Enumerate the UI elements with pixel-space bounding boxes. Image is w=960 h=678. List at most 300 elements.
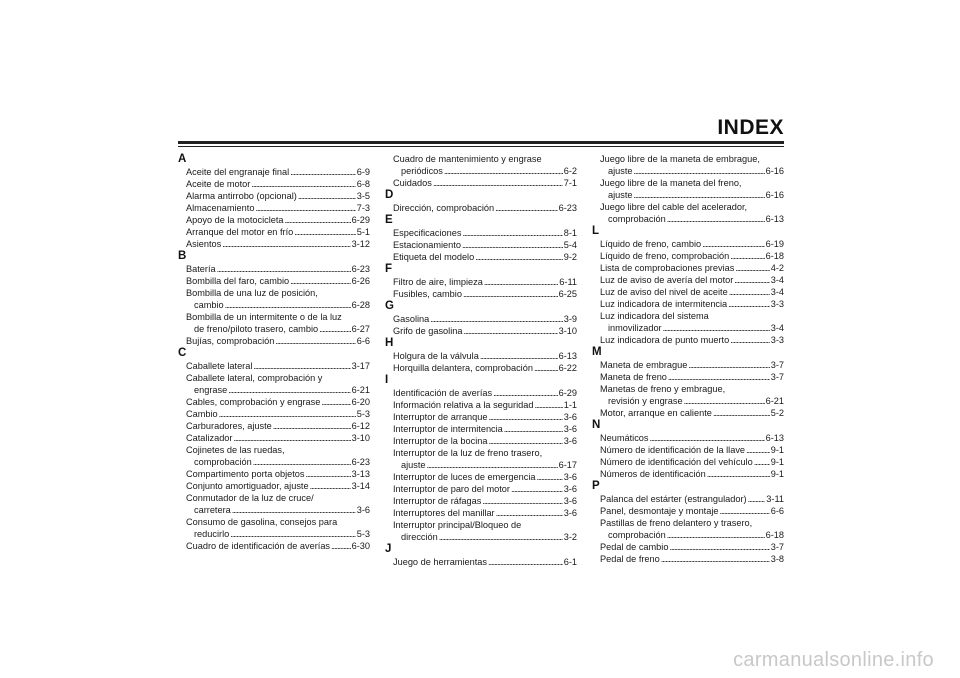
index-entry-line — [186, 263, 370, 275]
index-entry-text: Holgura de la válvula — [393, 351, 479, 361]
index-entry-text: Maneta de embrague — [600, 360, 688, 370]
index-entry-text: Identificación de averías — [393, 388, 493, 398]
index-entry — [600, 493, 784, 505]
index-entry — [393, 350, 577, 362]
index-page-number: 6-21 — [765, 396, 784, 406]
dot-leader — [668, 371, 770, 383]
index-entry — [600, 505, 784, 517]
index-page-number: 6-28 — [351, 300, 370, 310]
index-page-number: 6-6 — [770, 506, 784, 516]
dot-leader — [290, 275, 350, 287]
index-page-number: 3-10 — [558, 326, 577, 336]
index-entry-line — [186, 178, 370, 190]
page-title: INDEX — [717, 116, 784, 139]
index-entry-line — [186, 214, 370, 226]
index-page-number: 3-6 — [563, 472, 577, 482]
index-entry-line — [186, 311, 370, 323]
dot-leader — [439, 531, 563, 543]
index-page-number: 6-27 — [351, 324, 370, 334]
index-entry — [186, 166, 370, 178]
index-entry-text: Batería — [186, 264, 216, 274]
index-entry-line — [393, 202, 577, 214]
index-entry-line — [186, 323, 370, 335]
index-page-number: 3-2 — [563, 532, 577, 542]
dot-leader — [754, 456, 770, 468]
dot-leader — [489, 435, 563, 447]
dot-leader — [251, 178, 355, 190]
index-entry-text: Conmutador de la luz de cruce/ — [186, 493, 314, 503]
index-entry-text: Alarma antirrobo (opcional) — [186, 191, 297, 201]
index-column-1 — [178, 153, 370, 552]
index-page-number: 6-13 — [558, 351, 577, 361]
index-entry-line — [393, 471, 577, 483]
index-page-number: 6-13 — [765, 433, 784, 443]
index-entry-text: Bombilla de una luz de posición, — [186, 288, 318, 298]
index-entry-line — [186, 360, 370, 372]
index-entry — [600, 153, 784, 177]
index-page-number: 3-7 — [770, 360, 784, 370]
dot-leader — [253, 456, 351, 468]
index-page-number: 3-10 — [351, 433, 370, 443]
index-page-number: 3-8 — [770, 554, 784, 564]
index-entry-text: ajuste — [608, 190, 633, 200]
index-entry-line — [186, 190, 370, 202]
dot-leader — [217, 263, 351, 275]
index-entry-text: Número de identificación del vehículo — [600, 457, 753, 467]
dot-leader — [496, 507, 563, 519]
index-entry-line — [393, 556, 577, 568]
index-page-number: 3-3 — [770, 335, 784, 345]
index-entry — [186, 202, 370, 214]
index-entry-text: Información relativa a la seguridad — [393, 400, 534, 410]
index-entry — [393, 251, 577, 263]
index-letter-l: L — [592, 225, 600, 237]
dot-leader — [275, 335, 355, 347]
index-page-number: 9-2 — [563, 252, 577, 262]
index-entry-text: Caballete lateral — [186, 361, 253, 371]
index-page-number: 3-6 — [356, 505, 370, 515]
index-page-number: 9-1 — [770, 445, 784, 455]
index-entry-text: Cuadro de identificación de averías — [186, 541, 331, 551]
index-entry — [186, 190, 370, 202]
index-page-number: 3-14 — [351, 481, 370, 491]
index-entry-line — [600, 505, 784, 517]
index-entry — [186, 263, 370, 275]
index-entry — [186, 335, 370, 347]
index-entry — [393, 495, 577, 507]
index-entry-text: Filtro de aire, limpieza — [393, 277, 483, 287]
index-entry-text: Etiqueta del modelo — [393, 252, 475, 262]
index-entry — [600, 468, 784, 480]
index-entry-line — [600, 250, 784, 262]
index-letter-c: C — [178, 347, 187, 359]
index-entry-line — [600, 468, 784, 480]
dot-leader — [484, 276, 558, 288]
index-entry-line — [600, 407, 784, 419]
index-letter-e: E — [385, 214, 393, 226]
index-entry — [186, 311, 370, 335]
index-entry — [393, 483, 577, 495]
index-page-number: 6-17 — [558, 460, 577, 470]
index-entry-text: Maneta de freno — [600, 372, 667, 382]
dot-leader — [720, 505, 770, 517]
index-entry-text: Cambio — [186, 409, 218, 419]
index-entry-line — [186, 432, 370, 444]
dot-leader — [663, 322, 770, 334]
index-entry-line — [393, 483, 577, 495]
index-entry-text: Dirección, comprobación — [393, 203, 495, 213]
index-entry-text: Especificaciones — [393, 228, 462, 238]
index-entry-line — [600, 383, 784, 395]
dot-leader — [294, 226, 355, 238]
index-page-number: 5-3 — [356, 409, 370, 419]
index-entry — [186, 275, 370, 287]
index-page-number: 8-1 — [563, 228, 577, 238]
index-entry-line — [600, 201, 784, 213]
dot-leader — [511, 483, 563, 495]
index-entry — [186, 214, 370, 226]
index-entry-line — [600, 553, 784, 565]
index-entry-line — [600, 213, 784, 225]
dot-leader — [285, 214, 351, 226]
index-entry — [186, 480, 370, 492]
index-entry-text: Neumáticos — [600, 433, 649, 443]
index-page-number: 6-9 — [356, 167, 370, 177]
index-page-number: 3-12 — [351, 239, 370, 249]
index-entry-line — [600, 444, 784, 456]
index-entry-text: Luz indicadora de punto muerto — [600, 335, 730, 345]
index-entry — [186, 420, 370, 432]
index-entry-text: Gasolina — [393, 314, 430, 324]
index-entry-text: Horquilla delantera, comprobación — [393, 363, 533, 373]
index-entry-line — [393, 447, 577, 459]
index-entry-line — [600, 395, 784, 407]
index-entry-text: Fusibles, cambio — [393, 289, 462, 299]
index-entry-line — [186, 226, 370, 238]
index-page-number: 3-11 — [766, 494, 784, 504]
index-entry-line — [600, 165, 784, 177]
index-entry-text: Interruptor de la bocina — [393, 436, 488, 446]
index-page-number: 6-8 — [356, 179, 370, 189]
index-page-number: 3-4 — [770, 275, 784, 285]
index-entry — [600, 383, 784, 407]
index-entry-text: Cojinetes de las ruedas, — [186, 445, 285, 455]
dot-leader — [230, 528, 355, 540]
index-entry-line — [186, 299, 370, 311]
index-entry-line — [393, 177, 577, 189]
dot-leader — [634, 165, 765, 177]
watermark: carmanualsonline.info — [733, 649, 934, 671]
index-entry — [186, 396, 370, 408]
dot-leader — [463, 325, 557, 337]
dot-leader — [746, 444, 770, 456]
index-entry-line — [186, 468, 370, 480]
index-entry-text: Pastillas de freno delantero y trasero, — [600, 518, 753, 528]
index-page-number: 6-30 — [351, 541, 370, 551]
index-page-number: 6-2 — [563, 166, 577, 176]
index-entry-line — [600, 517, 784, 529]
index-entry-line — [186, 420, 370, 432]
index-entry-text: Aceite de motor — [186, 179, 251, 189]
index-entry — [600, 201, 784, 225]
dot-leader — [433, 177, 563, 189]
index-page-number: 3-3 — [770, 299, 784, 309]
index-page-number: 6-26 — [351, 276, 370, 286]
index-entry — [186, 372, 370, 396]
index-entry — [600, 310, 784, 334]
dot-leader — [298, 190, 356, 202]
index-entry-line — [186, 528, 370, 540]
index-entry-line — [186, 166, 370, 178]
index-entry — [600, 177, 784, 201]
index-entry-text: carretera — [194, 505, 231, 515]
index-entry — [186, 360, 370, 372]
index-entry-text: Cables, comprobación y engrase — [186, 397, 321, 407]
index-entry — [600, 262, 784, 274]
index-entry — [186, 226, 370, 238]
index-entry-text: Caballete lateral, comprobación y — [186, 373, 323, 383]
index-page-number: 6-11 — [559, 277, 577, 287]
index-entry — [393, 507, 577, 519]
index-entry-text: Bujías, comprobación — [186, 336, 275, 346]
index-column-3 — [592, 153, 784, 565]
index-entry-text: Estacionamiento — [393, 240, 461, 250]
index-entry-text: comprobación — [608, 530, 666, 540]
index-entry — [393, 276, 577, 288]
index-entry-line — [393, 276, 577, 288]
index-entry — [186, 432, 370, 444]
index-page-number: 3-6 — [563, 424, 577, 434]
dot-leader — [734, 274, 769, 286]
index-page-number: 6-13 — [765, 214, 784, 224]
dot-leader — [688, 359, 769, 371]
index-page-number: 6-12 — [351, 421, 370, 431]
index-page-number: 9-1 — [770, 457, 784, 467]
index-entry-text: Motor, arranque en caliente — [600, 408, 712, 418]
index-page-number: 3-4 — [770, 323, 784, 333]
index-entry — [393, 227, 577, 239]
dot-leader — [504, 423, 563, 435]
index-entry-text: Líquido de freno, cambio — [600, 239, 702, 249]
index-page-number: 6-16 — [765, 166, 784, 176]
index-page-number: 3-6 — [563, 484, 577, 494]
index-entry-line — [393, 411, 577, 423]
index-entry-line — [600, 541, 784, 553]
index-entry-line — [186, 540, 370, 552]
dot-leader — [707, 468, 770, 480]
index-entry-text: Interruptores del manillar — [393, 508, 495, 518]
index-page-number: 6-1 — [563, 557, 577, 567]
index-entry-text: Bombilla de un intermitente o de la luz — [186, 312, 342, 322]
index-page-number: 6-18 — [765, 251, 784, 261]
index-letter-h: H — [385, 337, 394, 349]
dot-leader — [273, 420, 351, 432]
index-entry-text: comprobación — [194, 457, 252, 467]
dot-leader — [462, 227, 562, 239]
index-entry-text: Luz indicadora del sistema — [600, 311, 709, 321]
index-entry-line — [600, 189, 784, 201]
index-entry-line — [393, 495, 577, 507]
dot-leader — [255, 202, 355, 214]
index-entry — [186, 540, 370, 552]
index-entry-text: Interruptor principal/Bloqueo de — [393, 520, 522, 530]
dot-leader — [495, 202, 558, 214]
index-entry-line — [186, 408, 370, 420]
dot-leader — [444, 165, 563, 177]
dot-leader — [735, 262, 769, 274]
dot-leader — [684, 395, 765, 407]
index-entry-text: Palanca del estárter (estrangulador) — [600, 494, 747, 504]
index-page-number: 6-20 — [351, 397, 370, 407]
dot-leader — [661, 553, 770, 565]
dot-leader — [634, 189, 765, 201]
dot-leader — [728, 298, 770, 310]
index-entry-line — [393, 459, 577, 471]
index-entry-text: reducirlo — [194, 529, 230, 539]
index-entry-text: Asientos — [186, 239, 222, 249]
index-page-number: 3-13 — [351, 469, 370, 479]
index-entry — [393, 288, 577, 300]
index-entry-line — [600, 298, 784, 310]
dot-leader — [290, 166, 356, 178]
index-entry — [186, 444, 370, 468]
index-entry-line — [393, 435, 577, 447]
index-entry-line — [600, 153, 784, 165]
dot-leader — [667, 213, 765, 225]
dot-leader — [462, 239, 563, 251]
index-entry-text: Bombilla del faro, cambio — [186, 276, 290, 286]
dot-leader — [480, 350, 558, 362]
index-entry-line — [600, 493, 784, 505]
index-entry-text: Grifo de gasolina — [393, 326, 463, 336]
index-entry-line — [600, 334, 784, 346]
index-page-number: 5-1 — [356, 227, 370, 237]
index-entry-line — [600, 177, 784, 189]
index-entry — [600, 250, 784, 262]
index-entry-line — [186, 372, 370, 384]
index-page-number: 6-18 — [765, 530, 784, 540]
index-entry-text: inmovilizador — [608, 323, 662, 333]
index-entry-line — [393, 399, 577, 411]
index-page-number: 3-7 — [770, 372, 784, 382]
index-entry-line — [600, 371, 784, 383]
dot-leader — [534, 399, 562, 411]
index-entry-line — [600, 274, 784, 286]
index-entry-line — [393, 507, 577, 519]
dot-leader — [232, 504, 356, 516]
title-rule-thin — [178, 146, 784, 147]
index-entry — [600, 298, 784, 310]
index-entry-line — [600, 529, 784, 541]
index-entry-line — [393, 423, 577, 435]
index-entry-text: comprobación — [608, 214, 666, 224]
index-entry-line — [186, 444, 370, 456]
index-page-number: 6-21 — [351, 385, 370, 395]
index-entry-text: Interruptor de luces de emergencia — [393, 472, 536, 482]
index-page-number: 7-1 — [563, 178, 577, 188]
index-entry — [393, 519, 577, 543]
index-entry-line — [393, 239, 577, 251]
index-entry — [393, 411, 577, 423]
index-entry — [600, 334, 784, 346]
index-entry — [600, 432, 784, 444]
dot-leader — [222, 238, 350, 250]
dot-leader — [667, 529, 765, 541]
index-entry-line — [600, 322, 784, 334]
index-entry-text: Cuidados — [393, 178, 432, 188]
dot-leader — [475, 251, 563, 263]
index-entry-text: Interruptor de paro del motor — [393, 484, 510, 494]
index-page-number: 3-6 — [563, 412, 577, 422]
index-page-number: 6-25 — [558, 289, 577, 299]
index-entry-text: ajuste — [608, 166, 633, 176]
index-page-number: 5-3 — [356, 529, 370, 539]
index-page-number: 6-23 — [351, 264, 370, 274]
index-entry — [186, 408, 370, 420]
index-entry — [600, 553, 784, 565]
index-page-number: 6-29 — [351, 215, 370, 225]
index-page-number: 6-16 — [765, 190, 784, 200]
index-letter-m: M — [592, 346, 602, 358]
index-page-number: 3-6 — [563, 436, 577, 446]
index-page-number: 3-4 — [770, 287, 784, 297]
title-rule — [178, 141, 784, 144]
index-letter-f: F — [385, 263, 393, 275]
dot-leader — [493, 387, 558, 399]
index-entry-line — [600, 359, 784, 371]
index-entry-line — [186, 287, 370, 299]
index-page-number: 3-7 — [770, 542, 784, 552]
dot-leader — [730, 334, 769, 346]
index-entry-line — [186, 335, 370, 347]
dot-leader — [253, 360, 350, 372]
index-page-number: 3-6 — [563, 496, 577, 506]
index-entry-text: Juego libre del cable del acelerador, — [600, 202, 748, 212]
index-entry-line — [186, 480, 370, 492]
index-entry-text: Números de identificación — [600, 469, 706, 479]
index-page-number: 3-6 — [563, 508, 577, 518]
index-entry-line — [393, 531, 577, 543]
index-entry-line — [393, 325, 577, 337]
dot-leader — [748, 493, 766, 505]
index-entry-text: Conjunto amortiguador, ajuste — [186, 481, 309, 491]
index-entry-text: Líquido de freno, comprobación — [600, 251, 730, 261]
index-entry-text: Luz de aviso de avería del motor — [600, 275, 734, 285]
index-entry-line — [186, 384, 370, 396]
index-entry-line — [186, 504, 370, 516]
index-entry-line — [186, 492, 370, 504]
index-page-number: 3-9 — [563, 314, 577, 324]
index-entry-text: Catalizador — [186, 433, 233, 443]
index-entry — [393, 471, 577, 483]
index-entry-line — [393, 251, 577, 263]
index-letter-i: I — [385, 374, 389, 386]
index-entry-line — [600, 262, 784, 274]
index-entry-text: Número de identificación de la llave — [600, 445, 746, 455]
index-entry-text: engrase — [194, 385, 228, 395]
index-page-number: 6-19 — [765, 239, 784, 249]
index-letter-b: B — [178, 250, 187, 262]
index-column-2 — [385, 153, 577, 568]
index-entry — [186, 287, 370, 311]
dot-leader — [713, 407, 770, 419]
index-entry — [600, 359, 784, 371]
index-entry-line — [600, 310, 784, 322]
dot-leader — [233, 432, 350, 444]
index-letter-n: N — [592, 419, 601, 431]
index-entry-text: Almacenamiento — [186, 203, 255, 213]
index-entry-text: dirección — [401, 532, 438, 542]
